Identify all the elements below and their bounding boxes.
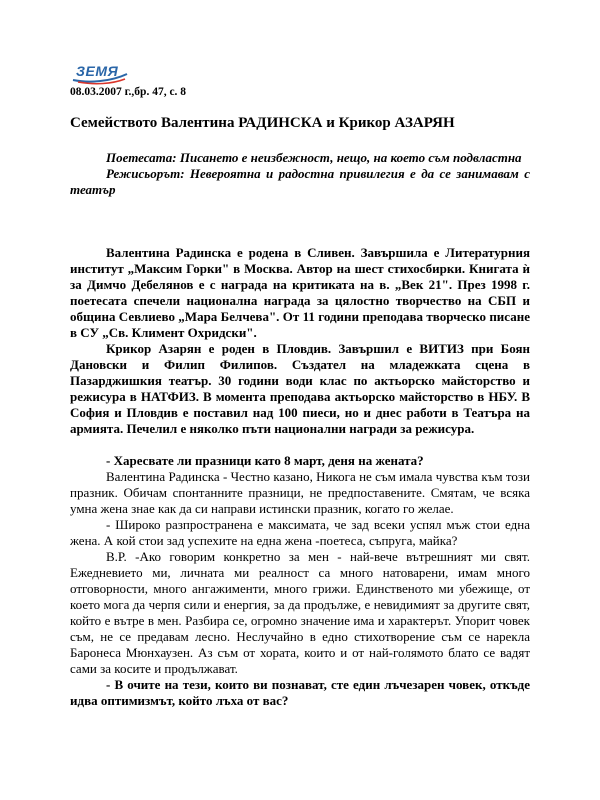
bio-azaryan: Крикор Азарян е роден в Пловдив. Завършил е ВИТИЗ при Боян Дановски и Филип Филипов. Създател на младежката сцена в Пазарджишкия театър. 30 години води клас по актьорско майсторство и режисура в НАТФИЗ. В момента преподава актьорско майсторство в НБУ. В София и Пловдив е поставил над 100 пиеси, но и днес работи в Театъра на армията. Печелил е няколко пъти национални награди за режисура. (70, 341, 530, 436)
biography-section (70, 245, 530, 437)
interview-question: - Харесвате ли празници като 8 март, деня на жената? (106, 453, 424, 468)
interview-answer: - Широко разпространена е максимата, че зад всеки успял мъж стои една жена. А кой стои зад успехите на една жена -поетеса, съпруга, майка? (70, 517, 530, 548)
interview-answer: В.Р. -Ако говорим конкретно за мен - най-вече вътрешният ми свят. Ежедневието ми, личната ми реалност са много натоварени, имам много отговорности, много ангажименти, много грижи. Единственото ми убежище, от което мога да черпя сили и енергия, за да продълже, е невидимият за другите свят, който е вътре в мен. Разбира се, огромно значение има и характерът. Упорит човек съм, не се предавам лесно. Неслучайно в едно стихотворение съм се нарекла Баронеса Мюнхаузен. Аз съм от хората, които и от най-голямото блато се вадят сами за косите и продължават. (70, 549, 530, 676)
interview-question: - В очите на тези, които ви познават, сте един лъчезарен човек, откъде идва оптимизмът, който лъха от вас? (70, 677, 530, 708)
interview-answer: Валентина Радинска - Честно казано, Никога не съм имала чувства към този празник. Обичам спонтанните празници, не предпоставените. Смятам, че всяка умна жена знае как да си направи истински празник, когато го желае. (70, 469, 530, 516)
newspaper-logo (70, 60, 130, 86)
article-title: Семейството Валентина РАДИНСКА и Крикор АЗАРЯН (70, 115, 455, 131)
quote-poet: Поетесата: Писането е неизбежност, нещо, на което съм подвластна (106, 150, 522, 165)
interview-section (70, 453, 530, 709)
dateline: 08.03.2007 г.,бр. 47, с. 8 (70, 86, 187, 98)
quote-director: Режисьорът: Невероятна и радостна привилегия е да се занимавам с театър (70, 166, 530, 197)
logo-text: ЗЕМЯ (76, 63, 119, 79)
lead-quotes (70, 150, 530, 198)
document-page (70, 60, 530, 709)
bio-radinska: Валентина Радинска е родена в Сливен. Завършила е Литературния институт „Максим Горки" в Москва. Автор на шест стихосбирки. Книгата ѝ за Димчо Дебелянов е с награда на критиката на в. „Век 21". През 1998 г. поетесата спечели национална награда за цялостно творчество на СБП и община Севлиево „Мара Белчева". От 11 години преподава творческо писане в СУ „Св. Климент Охридски". (70, 245, 530, 340)
